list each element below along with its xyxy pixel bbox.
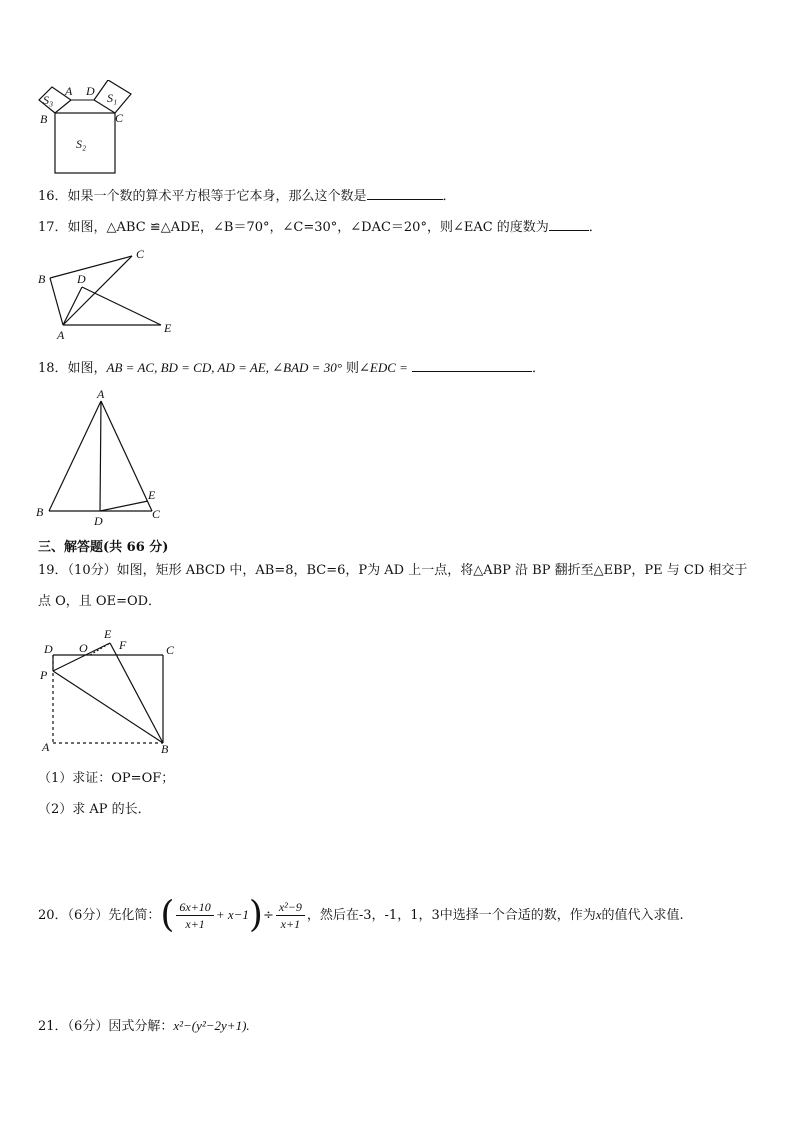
figure-q18-triangle [30, 385, 180, 530]
label-d: D [44, 642, 53, 656]
label-a: A [97, 387, 105, 401]
question-18: 18．如图，AB = AC, BD = CD, AD = AE, ∠BAD = 30° 则∠EDC = ． [38, 360, 545, 376]
q20-numerator-2: x²−9 [276, 899, 305, 916]
label-e: E [148, 488, 156, 502]
label-s1: S₁ [107, 91, 118, 105]
q21-expression: x²−(y²−2y+1). [173, 1018, 250, 1033]
label-c: C [152, 507, 161, 521]
label-d: D [86, 84, 95, 98]
label-p: P [40, 668, 48, 682]
label-e: E [104, 627, 112, 641]
label-b: B [38, 272, 46, 286]
label-b: B [36, 505, 44, 519]
q16-answer-blank[interactable] [367, 187, 443, 200]
question-20: 20．（6分）先化简：( $\frac{6x+10}{x+1}$ + x−1)÷ $\frac{\text{x²−9}}{x+1}$ ，然后在-3，-1，1，3中选择一个合适的数，作为x的值代入求值. [38, 894, 684, 936]
label-a: A [57, 328, 65, 342]
q17-answer-blank[interactable] [549, 218, 589, 231]
label-a: A [65, 84, 73, 98]
question-19-sub2: （2）求 AP 的长． [38, 802, 151, 817]
label-c: C [136, 247, 145, 261]
question-16: 16．如果一个数的算术平方根等于它本身，那么这个数是 ． [38, 189, 456, 204]
q20-denominator-1: x+1 [185, 917, 205, 931]
section-title: 三、解答题(共 66 分) [38, 540, 169, 555]
q16-text: 16．如果一个数的算术平方根等于它本身，那么这个数是 [38, 189, 367, 204]
figure-q19-rectangle [30, 625, 200, 760]
q20-numerator-1: 6x+10 [176, 899, 213, 916]
label-c: C [115, 111, 124, 125]
question-21: 21．（6分）因式分解：x²−(y²−2y+1). [38, 1018, 250, 1034]
label-f: F [119, 638, 127, 652]
figure-q17-triangles [30, 245, 190, 345]
label-s2: S₂ [76, 137, 87, 151]
question-19-line1: 19．（10分）如图，矩形 ABCD 中，AB=8，BC=6，P为 AD 上一点，将△ABP 沿 BP 翻折至△EBP，PE 与 CD 相交于 [38, 563, 748, 578]
label-b: B [161, 742, 169, 756]
label-d: D [77, 272, 86, 286]
question-19-sub1: （1）求证：OP=OF； [38, 771, 175, 786]
label-c: C [166, 643, 175, 657]
question-17: 17．如图，△ABC ≌△ADE，∠B＝70°，∠C=30°，∠DAC＝20°，则∠EAC 的度数为 ． [38, 220, 602, 235]
q20-denominator-2: x+1 [280, 917, 301, 931]
question-19-line2: 点 O，且 OE=OD． [38, 594, 162, 609]
label-s3: S₃ [43, 93, 54, 107]
label-e: E [164, 321, 172, 335]
label-o: O [79, 641, 88, 655]
q18-conditions: AB = AC, BD = CD, AD = AE, ∠BAD = 30° [106, 360, 342, 375]
q17-text: 17．如图，△ABC ≌△ADE，∠B＝70°，∠C=30°，∠DAC＝20°，则∠EAC 的度数为 [38, 220, 549, 235]
label-a: A [42, 740, 50, 754]
label-b: B [40, 112, 48, 126]
label-d: D [94, 514, 103, 528]
figure-squares [36, 80, 146, 180]
q18-answer-blank[interactable] [412, 359, 532, 372]
